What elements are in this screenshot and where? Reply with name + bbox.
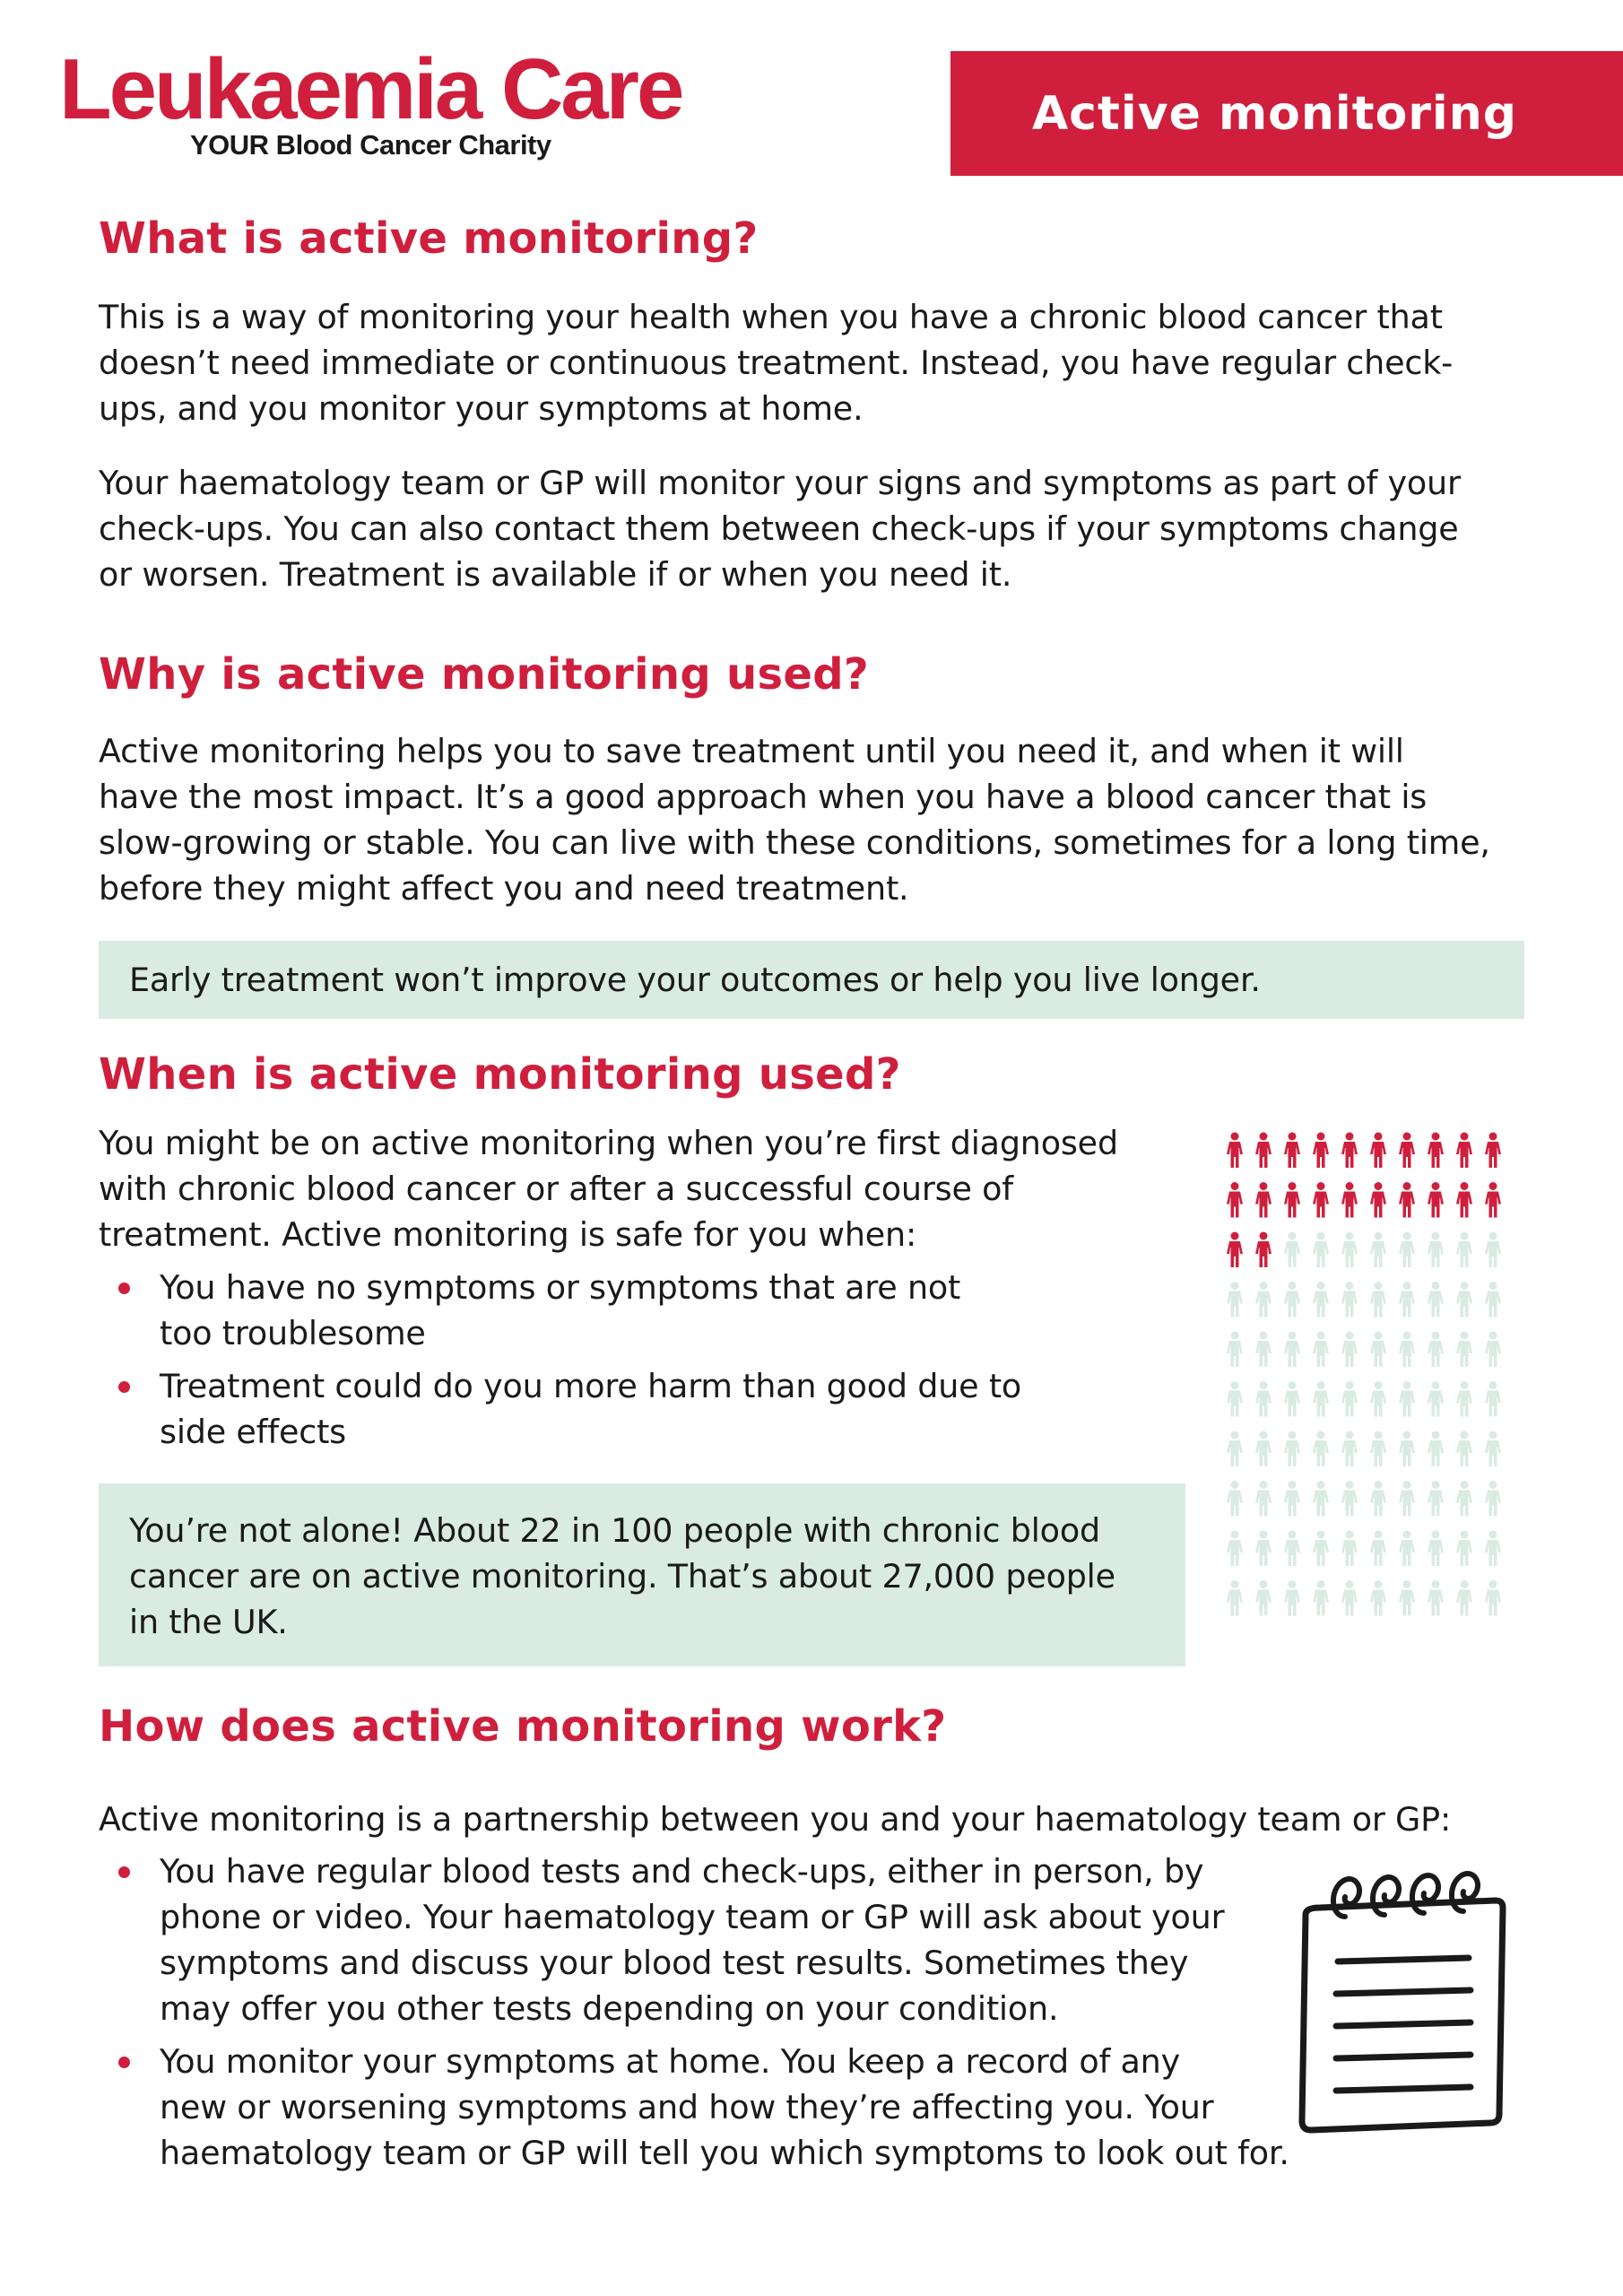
person-icon bbox=[1313, 1182, 1329, 1218]
list-item: You monitor your symptoms at home. You keep a record of any new or worsening symptoms and how they’re affecting you. Your haematology team or GP will tell you which symptoms to look out for. bbox=[99, 2039, 1289, 2176]
person-icon bbox=[1284, 1182, 1300, 1218]
person-icon bbox=[1284, 1381, 1300, 1417]
person-icon bbox=[1341, 1332, 1358, 1368]
person-icon bbox=[1313, 1332, 1329, 1368]
people-pictogram bbox=[1217, 1126, 1513, 1655]
person-icon bbox=[1255, 1133, 1271, 1169]
bullet-dot bbox=[118, 2057, 130, 2068]
person-icon bbox=[1485, 1282, 1501, 1318]
person-icon bbox=[1485, 1182, 1501, 1218]
person-icon bbox=[1399, 1282, 1415, 1318]
person-icon bbox=[1227, 1481, 1243, 1517]
person-icon bbox=[1313, 1381, 1329, 1417]
person-icon bbox=[1227, 1580, 1243, 1616]
how-bullet-list bbox=[99, 1848, 1289, 2183]
person-icon bbox=[1313, 1282, 1329, 1318]
person-icon bbox=[1428, 1133, 1444, 1169]
person-icon bbox=[1227, 1531, 1243, 1567]
person-icon bbox=[1428, 1431, 1444, 1467]
person-icon bbox=[1485, 1232, 1501, 1268]
person-icon bbox=[1255, 1481, 1271, 1517]
person-icon bbox=[1341, 1133, 1358, 1169]
person-icon bbox=[1456, 1481, 1472, 1517]
person-icon bbox=[1284, 1580, 1300, 1616]
person-icon bbox=[1370, 1531, 1386, 1567]
person-icon bbox=[1399, 1481, 1415, 1517]
person-icon bbox=[1399, 1332, 1415, 1368]
person-icon bbox=[1370, 1232, 1386, 1268]
person-icon bbox=[1284, 1282, 1300, 1318]
person-icon bbox=[1428, 1332, 1444, 1368]
person-icon bbox=[1284, 1531, 1300, 1567]
person-icon bbox=[1341, 1232, 1358, 1268]
what-paragraph-1: This is a way of monitoring your health when you have a chronic blood cancer that doesn’t need immediate or continuous treatment. Instead, you have regular check- ups, and you monitor your symptoms at home. bbox=[99, 298, 1454, 428]
title-banner bbox=[950, 51, 1623, 176]
person-icon bbox=[1399, 1431, 1415, 1467]
person-icon bbox=[1341, 1531, 1358, 1567]
person-icon bbox=[1456, 1531, 1472, 1567]
person-icon bbox=[1485, 1481, 1501, 1517]
person-icon bbox=[1456, 1133, 1472, 1169]
person-icon bbox=[1399, 1531, 1415, 1567]
person-icon bbox=[1370, 1182, 1386, 1218]
when-intro: You might be on active monitoring when you’re first diagnosed with chronic blood cancer or after a successful course of treatment. Active monitoring is safe for you when: bbox=[99, 1124, 1118, 1254]
person-icon bbox=[1370, 1282, 1386, 1318]
person-icon bbox=[1313, 1133, 1329, 1169]
person-icon bbox=[1255, 1332, 1271, 1368]
person-icon bbox=[1313, 1481, 1329, 1517]
person-icon bbox=[1370, 1431, 1386, 1467]
person-icon bbox=[1428, 1381, 1444, 1417]
logo-tagline: YOUR Blood Cancer Charity bbox=[190, 129, 551, 161]
person-icon bbox=[1485, 1381, 1501, 1417]
person-icon bbox=[1428, 1580, 1444, 1616]
bullet-dot bbox=[118, 1381, 130, 1393]
person-icon bbox=[1227, 1431, 1243, 1467]
person-icon bbox=[1227, 1182, 1243, 1218]
person-icon bbox=[1227, 1381, 1243, 1417]
why-paragraph: Active monitoring helps you to save treatment until you need it, and when it will have the most impact. It’s a good approach when you have a blood cancer that is slow-growing or stable. You can live with these conditions, sometimes for a long time, before they might affect you and need treatment. bbox=[99, 732, 1490, 908]
person-icon bbox=[1370, 1580, 1386, 1616]
person-icon bbox=[1341, 1381, 1358, 1417]
banner-title: Active monitoring bbox=[1031, 86, 1517, 141]
person-icon bbox=[1456, 1580, 1472, 1616]
person-icon bbox=[1485, 1332, 1501, 1368]
person-icon bbox=[1313, 1431, 1329, 1467]
person-icon bbox=[1313, 1580, 1329, 1616]
when-bullet-list bbox=[99, 1265, 1021, 1462]
callout-not-alone: You’re not alone! About 22 in 100 people with chronic blood cancer are on active monitoring. That’s about 27,000 people in the UK. bbox=[99, 1483, 1185, 1666]
person-icon bbox=[1313, 1232, 1329, 1268]
person-icon bbox=[1485, 1580, 1501, 1616]
person-icon bbox=[1255, 1531, 1271, 1567]
list-item: You have regular blood tests and check-ups, either in person, by phone or video. Your haematology team or GP will ask about your symptoms and discuss your blood test results. Sometimes they may offer you other tests depending on your condition. bbox=[99, 1848, 1289, 2031]
person-icon bbox=[1284, 1133, 1300, 1169]
person-icon bbox=[1428, 1531, 1444, 1567]
person-icon bbox=[1284, 1232, 1300, 1268]
person-icon bbox=[1456, 1182, 1472, 1218]
person-icon bbox=[1428, 1282, 1444, 1318]
person-icon bbox=[1370, 1133, 1386, 1169]
person-icon bbox=[1399, 1580, 1415, 1616]
list-item: You have no symptoms or symptoms that are not too troublesome bbox=[99, 1265, 1021, 1356]
heading-why: Why is active monitoring used? bbox=[99, 649, 870, 700]
person-icon bbox=[1456, 1232, 1472, 1268]
person-icon bbox=[1428, 1232, 1444, 1268]
person-icon bbox=[1341, 1282, 1358, 1318]
heading-what: What is active monitoring? bbox=[99, 213, 759, 264]
person-icon bbox=[1428, 1182, 1444, 1218]
person-icon bbox=[1255, 1282, 1271, 1318]
logo-name: Leukaemia Care bbox=[59, 41, 682, 137]
heading-when: When is active monitoring used? bbox=[99, 1049, 901, 1100]
person-icon bbox=[1341, 1481, 1358, 1517]
person-icon bbox=[1370, 1481, 1386, 1517]
what-paragraph-2: Your haematology team or GP will monitor your signs and symptoms as part of your check-ups. You can also contact them between check-ups if your symptoms change or worsen. Treatment is available if or when you need it. bbox=[99, 464, 1461, 594]
person-icon bbox=[1313, 1531, 1329, 1567]
heading-how: How does active monitoring work? bbox=[99, 1701, 947, 1752]
person-icon bbox=[1399, 1232, 1415, 1268]
person-icon bbox=[1227, 1332, 1243, 1368]
person-icon bbox=[1255, 1232, 1271, 1268]
person-icon bbox=[1485, 1531, 1501, 1567]
person-icon bbox=[1284, 1431, 1300, 1467]
callout-early-treatment: Early treatment won’t improve your outcomes or help you live longer. bbox=[99, 941, 1524, 1019]
person-icon bbox=[1341, 1431, 1358, 1467]
person-icon bbox=[1428, 1481, 1444, 1517]
person-icon bbox=[1399, 1182, 1415, 1218]
person-icon bbox=[1255, 1580, 1271, 1616]
person-icon bbox=[1485, 1133, 1501, 1169]
person-icon bbox=[1456, 1332, 1472, 1368]
person-icon bbox=[1255, 1381, 1271, 1417]
person-icon bbox=[1485, 1431, 1501, 1467]
person-icon bbox=[1255, 1431, 1271, 1467]
person-icon bbox=[1284, 1332, 1300, 1368]
notepad-icon bbox=[1291, 1861, 1524, 2148]
person-icon bbox=[1227, 1133, 1243, 1169]
person-icon bbox=[1456, 1282, 1472, 1318]
person-icon bbox=[1399, 1381, 1415, 1417]
person-icon bbox=[1341, 1580, 1358, 1616]
person-icon bbox=[1456, 1381, 1472, 1417]
person-icon bbox=[1456, 1431, 1472, 1467]
person-icon bbox=[1399, 1133, 1415, 1169]
how-intro: Active monitoring is a partnership between you and your haematology team or GP: bbox=[99, 1800, 1452, 1839]
person-icon bbox=[1341, 1182, 1358, 1218]
person-icon bbox=[1284, 1481, 1300, 1517]
person-icon bbox=[1370, 1332, 1386, 1368]
bullet-dot bbox=[118, 1866, 130, 1878]
list-item: Treatment could do you more harm than good due to side effects bbox=[99, 1363, 1021, 1455]
person-icon bbox=[1227, 1282, 1243, 1318]
person-icon bbox=[1370, 1381, 1386, 1417]
bullet-dot bbox=[118, 1283, 130, 1294]
person-icon bbox=[1227, 1232, 1243, 1268]
person-icon bbox=[1255, 1182, 1271, 1218]
